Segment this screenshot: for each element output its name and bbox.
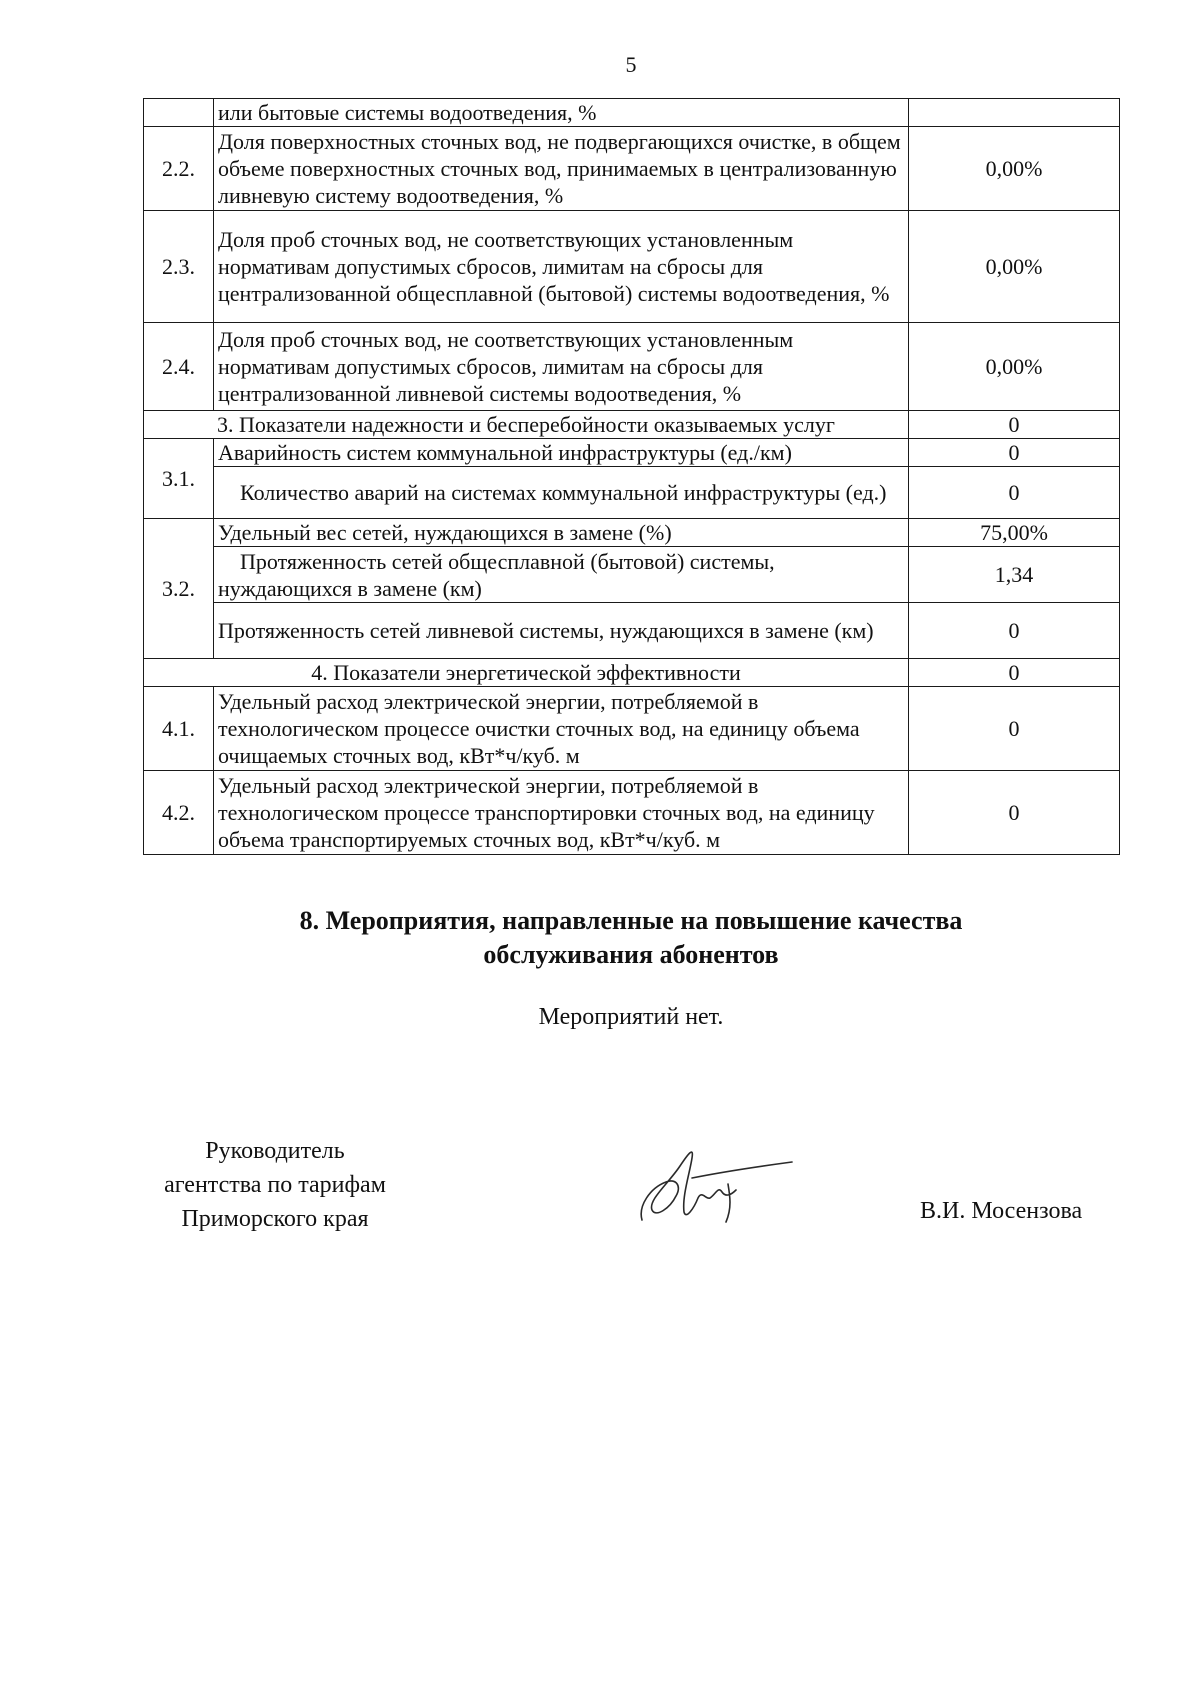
group-title: 3. Показатели надежности и бесперебойности оказываемых услуг	[144, 411, 909, 439]
table-row	[144, 439, 1120, 467]
section-title-line: 8. Мероприятия, направленные на повышение качества	[299, 906, 963, 935]
table-row	[144, 467, 1120, 519]
table-row	[144, 687, 1120, 771]
table-row	[144, 211, 1120, 323]
row-value: 0	[909, 771, 1120, 855]
row-value: 0	[909, 603, 1120, 659]
signatory-position	[140, 1134, 410, 1236]
table-row-group	[144, 659, 1120, 687]
section-title	[0, 904, 1200, 972]
row-value: 0,00%	[909, 211, 1120, 323]
table-row	[144, 603, 1120, 659]
row-number: 3.2.	[144, 519, 214, 659]
table-row	[144, 99, 1120, 127]
table-row	[144, 323, 1120, 411]
row-number: 2.4.	[144, 323, 214, 411]
row-name: Доля поверхностных сточных вод, не подвергающихся очистке, в общем объеме поверхностных сточных вод, принимаемых в централизованную ливневую систему водоотведения, %	[214, 127, 909, 211]
table-row	[144, 519, 1120, 547]
position-line: Руководитель	[205, 1138, 345, 1164]
row-value: 1,34	[909, 547, 1120, 603]
page-number: 5	[625, 52, 637, 77]
row-name: Удельный вес сетей, нуждающихся в замене (%)	[214, 519, 909, 547]
row-number	[144, 99, 214, 127]
row-number: 2.2.	[144, 127, 214, 211]
row-name	[214, 547, 909, 603]
row-name-text: Количество аварий на системах коммунальной инфраструктуры (ед.)	[240, 480, 887, 505]
position-line: Приморского края	[181, 1206, 369, 1232]
row-value: 0	[909, 687, 1120, 771]
row-value: 75,00%	[909, 519, 1120, 547]
row-name-text: Протяженность сетей общесплавной (бытовой) системы, нуждающихся в замене (км)	[218, 548, 775, 601]
table-row	[144, 547, 1120, 603]
position-line: агентства по тарифам	[164, 1172, 386, 1198]
row-value: 0	[909, 467, 1120, 519]
row-name: Удельный расход электрической энергии, потребляемой в технологическом процессе очистки сточных вод, на единицу объема очищаемых сточных вод, кВт*ч/куб. м	[214, 687, 909, 771]
handwritten-signature-icon	[632, 1136, 802, 1226]
row-number: 2.3.	[144, 211, 214, 323]
row-name: Аварийность систем коммунальной инфраструктуры (ед./км)	[214, 439, 909, 467]
row-number: 4.1.	[144, 687, 214, 771]
section-title-line: обслуживания абонентов	[483, 940, 779, 969]
table-row	[144, 127, 1120, 211]
row-name: Доля проб сточных вод, не соответствующих установленным нормативам допустимых сбросов, лимитам на сбросы для централизованной общесплавной (бытовой) системы водоотведения, %	[214, 211, 909, 323]
table-row-group	[144, 411, 1120, 439]
row-value: 0,00%	[909, 323, 1120, 411]
row-name: Протяженность сетей ливневой системы, нуждающихся в замене (км)	[214, 603, 909, 659]
row-number: 4.2.	[144, 771, 214, 855]
row-value	[909, 99, 1120, 127]
row-value: 0	[909, 659, 1120, 687]
row-name: Доля проб сточных вод, не соответствующих установленным нормативам допустимых сбросов, лимитам на сбросы для централизованной ливневой системы водоотведения, %	[214, 323, 909, 411]
row-name: Удельный расход электрической энергии, потребляемой в технологическом процессе транспортировки сточных вод, на единицу объема транспортируемых сточных вод, кВт*ч/куб. м	[214, 771, 909, 855]
section-note: Мероприятий нет.	[538, 1004, 724, 1030]
table-row	[144, 771, 1120, 855]
row-name	[214, 467, 909, 519]
row-value: 0	[909, 439, 1120, 467]
group-title: 4. Показатели энергетической эффективности	[144, 659, 909, 687]
signer-name: В.И. Мосензова	[920, 1198, 1083, 1224]
row-value: 0,00%	[909, 127, 1120, 211]
row-value: 0	[909, 411, 1120, 439]
row-number: 3.1.	[144, 439, 214, 519]
row-name: или бытовые системы водоотведения, %	[214, 99, 909, 127]
indicators-table	[143, 98, 1120, 855]
